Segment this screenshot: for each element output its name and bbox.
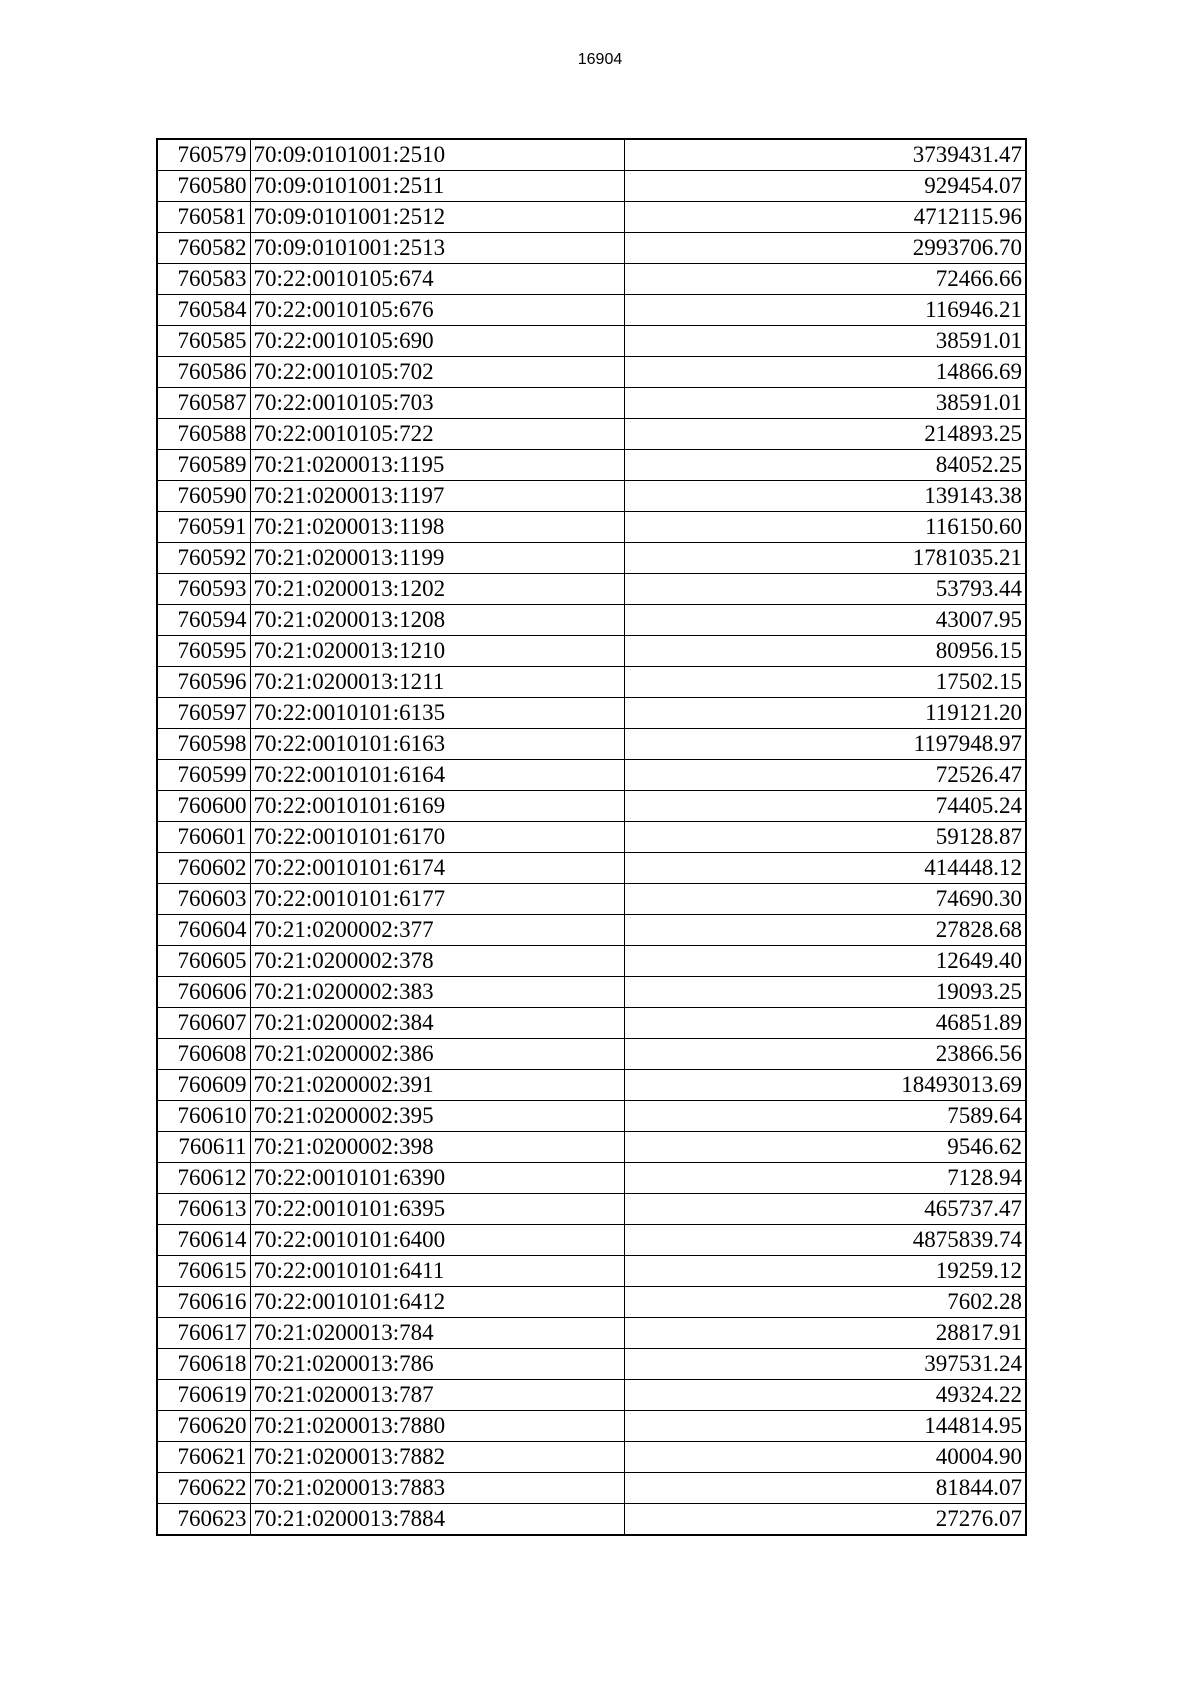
value-cell: 119121.20 [624,698,1026,729]
row-id-cell: 760580 [157,171,250,202]
cadastral-number-cell: 70:21:0200002:377 [250,915,624,946]
cadastral-number-cell: 70:09:0101001:2510 [250,139,624,171]
row-id-cell: 760606 [157,977,250,1008]
table-row [157,884,1026,915]
table-row [157,1070,1026,1101]
row-id-cell: 760605 [157,946,250,977]
value-cell: 7589.64 [624,1101,1026,1132]
value-cell: 7128.94 [624,1163,1026,1194]
row-id-cell: 760591 [157,512,250,543]
cadastral-number-cell: 70:21:0200013:786 [250,1349,624,1380]
cadastral-number-cell: 70:21:0200013:1198 [250,512,624,543]
table-row [157,605,1026,636]
table-row [157,1349,1026,1380]
cadastral-number-cell: 70:22:0010101:6164 [250,760,624,791]
row-id-cell: 760618 [157,1349,250,1380]
cadastral-number-cell: 70:21:0200013:1211 [250,667,624,698]
cadastral-number-cell: 70:21:0200013:7880 [250,1411,624,1442]
cadastral-number-cell: 70:21:0200013:1197 [250,481,624,512]
value-cell: 2993706.70 [624,233,1026,264]
table-row [157,574,1026,605]
value-cell: 9546.62 [624,1132,1026,1163]
cadastral-number-cell: 70:09:0101001:2511 [250,171,624,202]
value-cell: 1197948.97 [624,729,1026,760]
cadastral-number-cell: 70:22:0010105:676 [250,295,624,326]
table-row [157,1442,1026,1473]
cadastral-number-cell: 70:22:0010101:6400 [250,1225,624,1256]
table-row [157,1411,1026,1442]
row-id-cell: 760589 [157,450,250,481]
cadastral-value-table [156,138,1027,1536]
table-row [157,1101,1026,1132]
value-cell: 17502.15 [624,667,1026,698]
cadastral-number-cell: 70:22:0010105:703 [250,388,624,419]
cadastral-number-cell: 70:22:0010101:6169 [250,791,624,822]
table-row [157,357,1026,388]
value-cell: 3739431.47 [624,139,1026,171]
value-cell: 81844.07 [624,1473,1026,1504]
page-number: 16904 [577,51,623,68]
table-row [157,1318,1026,1349]
row-id-cell: 760610 [157,1101,250,1132]
cadastral-number-cell: 70:22:0010101:6163 [250,729,624,760]
value-cell: 414448.12 [624,853,1026,884]
table-row [157,698,1026,729]
row-id-cell: 760599 [157,760,250,791]
row-id-cell: 760619 [157,1380,250,1411]
cadastral-number-cell: 70:22:0010101:6135 [250,698,624,729]
value-cell: 14866.69 [624,357,1026,388]
value-cell: 38591.01 [624,326,1026,357]
table-row [157,1504,1026,1536]
row-id-cell: 760593 [157,574,250,605]
value-cell: 397531.24 [624,1349,1026,1380]
value-cell: 28817.91 [624,1318,1026,1349]
row-id-cell: 760603 [157,884,250,915]
value-cell: 80956.15 [624,636,1026,667]
table-row [157,419,1026,450]
cadastral-number-cell: 70:22:0010101:6174 [250,853,624,884]
value-cell: 465737.47 [624,1194,1026,1225]
table-row [157,295,1026,326]
value-cell: 74690.30 [624,884,1026,915]
value-cell: 84052.25 [624,450,1026,481]
table-row [157,977,1026,1008]
value-cell: 19093.25 [624,977,1026,1008]
row-id-cell: 760579 [157,139,250,171]
cadastral-number-cell: 70:22:0010101:6395 [250,1194,624,1225]
table-row [157,264,1026,295]
table-row [157,1132,1026,1163]
value-cell: 46851.89 [624,1008,1026,1039]
cadastral-number-cell: 70:21:0200013:7884 [250,1504,624,1536]
table-row [157,1039,1026,1070]
value-cell: 116150.60 [624,512,1026,543]
value-cell: 18493013.69 [624,1070,1026,1101]
table-row [157,543,1026,574]
table-row [157,512,1026,543]
table-row [157,1473,1026,1504]
value-cell: 27828.68 [624,915,1026,946]
value-cell: 7602.28 [624,1287,1026,1318]
value-cell: 74405.24 [624,791,1026,822]
cadastral-number-cell: 70:21:0200013:1202 [250,574,624,605]
row-id-cell: 760615 [157,1256,250,1287]
cadastral-number-cell: 70:21:0200002:386 [250,1039,624,1070]
table-row [157,1163,1026,1194]
table-row [157,481,1026,512]
table-row [157,202,1026,233]
row-id-cell: 760586 [157,357,250,388]
cadastral-number-cell: 70:22:0010105:702 [250,357,624,388]
table-row [157,1194,1026,1225]
value-cell: 53793.44 [624,574,1026,605]
table-row [157,171,1026,202]
row-id-cell: 760613 [157,1194,250,1225]
value-cell: 40004.90 [624,1442,1026,1473]
cadastral-number-cell: 70:21:0200002:378 [250,946,624,977]
cadastral-number-cell: 70:22:0010105:690 [250,326,624,357]
cadastral-number-cell: 70:21:0200013:1195 [250,450,624,481]
cadastral-number-cell: 70:21:0200013:787 [250,1380,624,1411]
value-cell: 116946.21 [624,295,1026,326]
value-cell: 72466.66 [624,264,1026,295]
table-row [157,326,1026,357]
row-id-cell: 760611 [157,1132,250,1163]
table-row [157,1256,1026,1287]
cadastral-number-cell: 70:21:0200002:391 [250,1070,624,1101]
table-row [157,915,1026,946]
value-cell: 12649.40 [624,946,1026,977]
table-row [157,388,1026,419]
row-id-cell: 760587 [157,388,250,419]
cadastral-number-cell: 70:21:0200002:398 [250,1132,624,1163]
table-row [157,1380,1026,1411]
cadastral-number-cell: 70:21:0200013:7883 [250,1473,624,1504]
row-id-cell: 760583 [157,264,250,295]
row-id-cell: 760581 [157,202,250,233]
row-id-cell: 760622 [157,1473,250,1504]
cadastral-number-cell: 70:21:0200013:1210 [250,636,624,667]
table-row [157,729,1026,760]
cadastral-number-cell: 70:22:0010101:6177 [250,884,624,915]
row-id-cell: 760590 [157,481,250,512]
table-row [157,1008,1026,1039]
row-id-cell: 760612 [157,1163,250,1194]
cadastral-number-cell: 70:21:0200013:7882 [250,1442,624,1473]
table-row [157,667,1026,698]
cadastral-number-cell: 70:22:0010101:6411 [250,1256,624,1287]
value-cell: 144814.95 [624,1411,1026,1442]
row-id-cell: 760601 [157,822,250,853]
table-row [157,822,1026,853]
row-id-cell: 760582 [157,233,250,264]
row-id-cell: 760588 [157,419,250,450]
row-id-cell: 760585 [157,326,250,357]
row-id-cell: 760596 [157,667,250,698]
row-id-cell: 760614 [157,1225,250,1256]
value-cell: 38591.01 [624,388,1026,419]
table-body [157,139,1026,1535]
value-cell: 72526.47 [624,760,1026,791]
cadastral-number-cell: 70:22:0010105:674 [250,264,624,295]
row-id-cell: 760616 [157,1287,250,1318]
row-id-cell: 760620 [157,1411,250,1442]
value-cell: 59128.87 [624,822,1026,853]
cadastral-number-cell: 70:09:0101001:2512 [250,202,624,233]
table-row [157,450,1026,481]
table-row [157,760,1026,791]
table-row [157,139,1026,171]
row-id-cell: 760608 [157,1039,250,1070]
value-cell: 929454.07 [624,171,1026,202]
value-cell: 4875839.74 [624,1225,1026,1256]
row-id-cell: 760597 [157,698,250,729]
value-cell: 214893.25 [624,419,1026,450]
cadastral-number-cell: 70:21:0200002:395 [250,1101,624,1132]
row-id-cell: 760617 [157,1318,250,1349]
cadastral-number-cell: 70:21:0200013:1199 [250,543,624,574]
cadastral-number-cell: 70:09:0101001:2513 [250,233,624,264]
cadastral-number-cell: 70:22:0010101:6170 [250,822,624,853]
table-row [157,853,1026,884]
value-cell: 43007.95 [624,605,1026,636]
row-id-cell: 760604 [157,915,250,946]
cadastral-number-cell: 70:22:0010105:722 [250,419,624,450]
row-id-cell: 760584 [157,295,250,326]
row-id-cell: 760594 [157,605,250,636]
cadastral-number-cell: 70:21:0200002:384 [250,1008,624,1039]
table-row [157,946,1026,977]
table-row [157,636,1026,667]
value-cell: 1781035.21 [624,543,1026,574]
row-id-cell: 760623 [157,1504,250,1536]
value-cell: 139143.38 [624,481,1026,512]
table-row [157,1287,1026,1318]
cadastral-number-cell: 70:21:0200013:784 [250,1318,624,1349]
row-id-cell: 760598 [157,729,250,760]
row-id-cell: 760595 [157,636,250,667]
value-cell: 49324.22 [624,1380,1026,1411]
cadastral-number-cell: 70:21:0200002:383 [250,977,624,1008]
cadastral-number-cell: 70:21:0200013:1208 [250,605,624,636]
row-id-cell: 760592 [157,543,250,574]
row-id-cell: 760607 [157,1008,250,1039]
table-row [157,1225,1026,1256]
value-cell: 23866.56 [624,1039,1026,1070]
cadastral-number-cell: 70:22:0010101:6412 [250,1287,624,1318]
row-id-cell: 760609 [157,1070,250,1101]
table-row [157,791,1026,822]
row-id-cell: 760600 [157,791,250,822]
table-row [157,233,1026,264]
value-cell: 27276.07 [624,1504,1026,1536]
cadastral-number-cell: 70:22:0010101:6390 [250,1163,624,1194]
value-cell: 4712115.96 [624,202,1026,233]
row-id-cell: 760602 [157,853,250,884]
row-id-cell: 760621 [157,1442,250,1473]
value-cell: 19259.12 [624,1256,1026,1287]
